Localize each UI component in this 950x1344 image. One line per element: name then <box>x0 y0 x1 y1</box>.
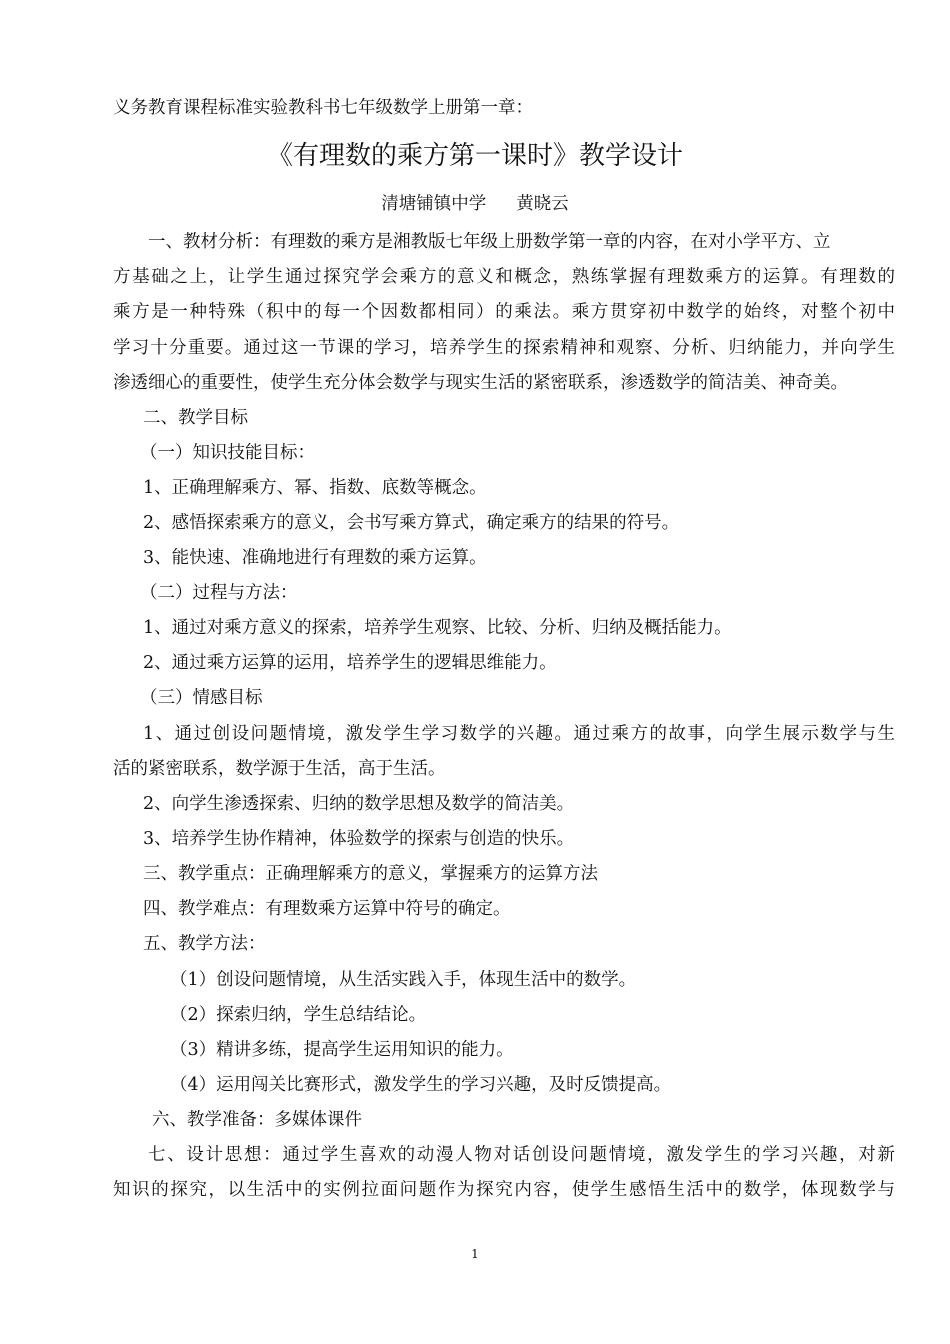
section-heading: 四、教学难点：有理数乘方运算中符号的确定。 <box>143 899 511 919</box>
paragraph-line: 乘方是一种特殊（积中的每一个因数都相同）的乘法。乘方贯穿初中数学的始终，对整个初中 <box>113 302 895 322</box>
section-heading: 二、教学目标 <box>143 408 248 428</box>
list-item: 1、通过对乘方意义的探索，培养学生观察、比较、分析、归纳及概括能力。 <box>143 618 732 638</box>
paragraph-line: 知识的探究，以生活中的实例拉面问题作为探究内容，使学生感悟生活中的数学，体现数学与 <box>113 1180 895 1200</box>
document-title: 《有理数的乘方第一课时》教学设计 <box>266 141 683 171</box>
section-heading: 五、教学方法： <box>143 934 266 954</box>
list-item: （4）运用闯关比赛形式，激发学生的学习兴趣，及时反馈提高。 <box>170 1075 672 1095</box>
paragraph-line: 方基础之上，让学生通过探究学会乘方的意义和概念，熟练掌握有理数乘方的运算。有理数的 <box>113 267 895 287</box>
list-item: （3）精讲多练，提高学生运用知识的能力。 <box>170 1040 514 1060</box>
section-heading: 三、教学重点：正确理解乘方的意义，掌握乘方的运算方法 <box>143 864 598 884</box>
list-item: 2、感悟探索乘方的意义，会书写乘方算式，确定乘方的结果的符号。 <box>143 513 680 533</box>
list-item: 1、通过创设问题情境，激发学生学习数学的兴趣。通过乘方的故事，向学生展示数学与生 <box>143 724 895 744</box>
list-item: 2、向学生渗透探索、归纳的数学思想及数学的简洁美。 <box>143 794 575 814</box>
list-item: 3、能快速、准确地进行有理数的乘方运算。 <box>143 548 487 568</box>
list-item: 1、正确理解乘方、幂、指数、底数等概念。 <box>143 478 487 498</box>
paragraph-line: 一、教材分析：有理数的乘方是湘教版七年级上册数学第一章的内容，在对小学平方、立 <box>148 232 831 252</box>
author-line <box>0 192 950 216</box>
paragraph-line: 学习十分重要。通过这一节课的学习，培养学生的探索精神和观察、分析、归纳能力，并向学生 <box>113 338 895 358</box>
list-item: 3、培养学生协作精神，体验数学的探索与创造的快乐。 <box>143 829 575 849</box>
list-item: 2、通过乘方运算的运用，培养学生的逻辑思维能力。 <box>143 653 557 673</box>
subsection-heading: （三）情感目标 <box>140 688 263 708</box>
paragraph-line: 渗透细心的重要性，使学生充分体会数学与现实生活的紧密联系，渗透数学的简洁美、神奇美。 <box>113 373 848 393</box>
list-item: （2）探索归纳，学生总结结论。 <box>170 1005 427 1025</box>
header-line: 义务教育课程标准实验教科书七年级数学上册第一章： <box>113 98 533 118</box>
author-name: 黄晓云 <box>516 194 569 214</box>
list-item-continued: 活的紧密联系，数学源于生活，高于生活。 <box>113 759 446 779</box>
paragraph-line: 七、设计思想：通过学生喜欢的动漫人物对话创设问题情境，激发学生的学习兴趣，对新 <box>148 1145 895 1165</box>
subsection-heading: （一）知识技能目标： <box>140 443 315 463</box>
section-heading: 六、教学准备：多媒体课件 <box>152 1110 362 1130</box>
subsection-heading: （二）过程与方法： <box>140 583 298 603</box>
author-school: 清塘铺镇中学 <box>381 194 487 214</box>
page-number: 1 <box>471 1247 479 1261</box>
list-item: （1）创设问题情境，从生活实践入手，体现生活中的数学。 <box>170 970 637 990</box>
